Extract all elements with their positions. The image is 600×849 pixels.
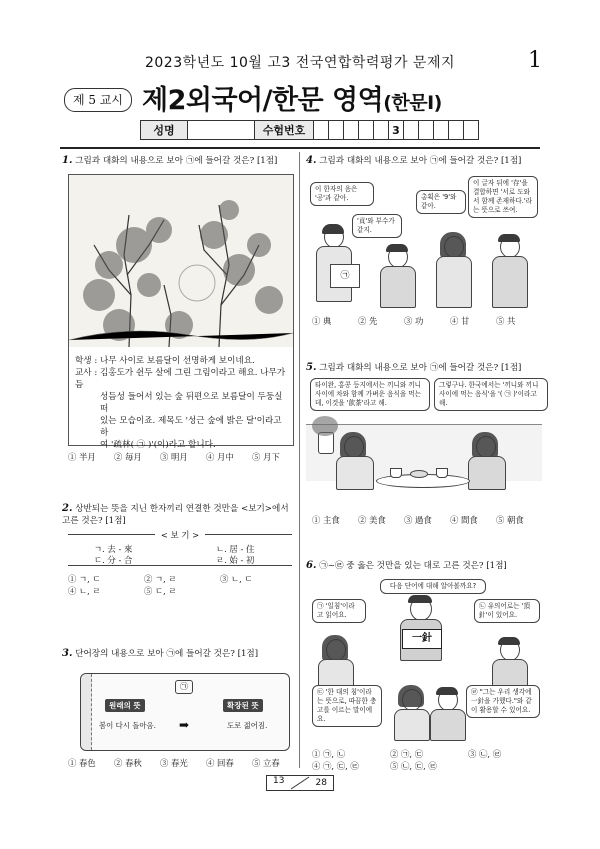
ext-label: 확장된 뜻: [223, 699, 263, 712]
option[interactable]: ③ 功: [404, 316, 424, 326]
header-rule: [60, 147, 540, 149]
bogi-item: ㄱ. 去 - 來: [94, 544, 133, 554]
person-body: [492, 659, 528, 687]
exam-no-cell[interactable]: [419, 121, 434, 140]
moonlit-forest-painting: [69, 175, 293, 347]
arrow-icon: ➡: [179, 718, 190, 732]
teacher-hair: [408, 595, 432, 603]
q1-options: [68, 451, 294, 463]
option[interactable]: ④ 回春: [206, 758, 234, 768]
person-hair: [340, 432, 366, 458]
person-body: [436, 256, 472, 308]
speech-bubble: 타이완, 홍콩 등지에서는 끼니와 끼니 사이에 차와 함께 가벼운 음식을 먹는데, 이것을 '飮茶'라고 해.: [310, 378, 430, 411]
column-divider: [299, 152, 300, 768]
exam-no-cell[interactable]: [404, 121, 419, 140]
page-total: 28: [315, 778, 327, 788]
person-hair: [498, 637, 520, 645]
page-indicator: [266, 775, 334, 791]
person-hair: [322, 224, 344, 234]
question-number: 3.: [62, 648, 73, 659]
option[interactable]: ② 先: [358, 316, 378, 326]
bogi-item: ㄴ. 居 - 住: [216, 544, 255, 554]
option[interactable]: ③ 春光: [160, 758, 188, 768]
bogi-item: ㄹ. 始 - 初: [216, 555, 255, 565]
option[interactable]: ① 典: [312, 316, 332, 326]
speech-bubble: ㉣ "그는 우리 생각에 一針을 가했다."와 같이 활용할 수 있어요.: [466, 685, 540, 718]
card-ring-strip: [81, 674, 92, 750]
question-number: 2.: [62, 503, 73, 514]
speech-bubble: ㉠ '일침'이라고 읽어요.: [312, 599, 366, 623]
dialogue-line: 학생 : 나무 사이로 보름달이 선명하게 보이네요.: [75, 356, 255, 366]
q1-painting-box: [68, 174, 294, 450]
q5-options: [312, 514, 542, 526]
speech-bubble: 그렇구나. 한국에서는 '끼니와 끼니 사이에 먹는 음식'을 '( ㉠ )'이라고 해.: [434, 378, 548, 411]
speech-bubble: 총획은 '9'와 같아.: [416, 190, 466, 214]
option[interactable]: ⑤ 朝食: [496, 515, 524, 525]
teacup: [390, 468, 402, 478]
dialogue-line: 성듬성 들어서 있는 숲 뒤편으로 보름달이 두둥실 떠: [100, 392, 283, 414]
teacup: [436, 468, 448, 478]
orig-label: 원래의 뜻: [105, 699, 145, 712]
option[interactable]: ④ ㉠, ㉢, ㉣: [312, 761, 359, 771]
question-text: 그림과 대화의 내용으로 보아 ㉠에 들어갈 것은? [1점]: [319, 156, 522, 166]
bogi-item: ㄷ. 分 - 合: [94, 555, 133, 565]
person-body: [394, 709, 430, 741]
q6-options-row2: [312, 760, 542, 772]
q6-illustration: [306, 575, 542, 743]
option[interactable]: ④ 月中: [206, 452, 234, 462]
id-box: [140, 120, 479, 140]
name-field[interactable]: [188, 121, 255, 140]
option[interactable]: ① 半月: [68, 452, 96, 462]
q1-dialogue: [75, 355, 289, 451]
option[interactable]: ⑤ ㉡, ㉢, ㉣: [390, 761, 437, 771]
person-hair: [436, 687, 458, 695]
speech-bubble: ㉡ 유의어로는 '頂針'이 있어요.: [474, 599, 540, 623]
exam-no-cell[interactable]: [344, 121, 359, 140]
question-6-stem: [306, 560, 542, 572]
q2-options-row1: [68, 573, 294, 585]
speech-bubble: 이 한자의 음은 '공'과 같아.: [310, 182, 374, 206]
exam-no-cell[interactable]: [329, 121, 344, 140]
question-5-stem: [306, 362, 542, 374]
page-current: 13: [273, 776, 285, 786]
bogi-title: < 보 기 >: [155, 530, 205, 540]
question-number: 4.: [306, 155, 317, 166]
question-3-stem: [62, 648, 294, 660]
question-number: 5.: [306, 362, 317, 373]
subject-sub: (한문Ⅰ): [383, 92, 442, 114]
page-number: 1: [528, 48, 542, 73]
exam-no-cell[interactable]: [449, 121, 464, 140]
exam-no-cell[interactable]: [359, 121, 374, 140]
q3-word-card: [80, 673, 290, 751]
person-hair: [440, 232, 466, 258]
option[interactable]: ① 春色: [68, 758, 96, 768]
subject-title: [142, 78, 442, 117]
period-badge: 제 5 교시: [64, 88, 132, 112]
person-hair: [322, 635, 348, 661]
q4-illustration: [306, 170, 542, 310]
speech-bubble: '貢'와 부수가 같지.: [352, 214, 402, 238]
question-text: 그림과 대화의 내용으로 보아 ㉠에 들어갈 것은? [1점]: [319, 363, 522, 373]
q6-options-row1: [312, 748, 542, 760]
question-number: 6.: [306, 560, 317, 571]
exam-no-cell[interactable]: [464, 121, 479, 140]
question-2-stem: [62, 503, 294, 527]
option[interactable]: ④ 間食: [450, 515, 478, 525]
option[interactable]: ② 春秋: [114, 758, 142, 768]
ext-text: 도로 젊어짐.: [227, 721, 268, 730]
dialogue-line: 교사 : 김홍도가 쉰두 살에 그린 그림이라고 해요. 나무가 듬: [75, 368, 286, 390]
person-body: [492, 256, 528, 308]
person-body: [468, 456, 506, 490]
option[interactable]: ③ ㄴ, ㄷ: [220, 574, 253, 584]
person-body: [318, 659, 354, 687]
exam-no-digit: 3: [389, 121, 404, 140]
option[interactable]: ③ ㉡, ㉣: [468, 749, 502, 759]
name-label: 성명: [141, 121, 188, 140]
card-mark: ㉠: [175, 680, 193, 694]
person-body: [380, 266, 416, 308]
option[interactable]: ⑤ 立春: [252, 758, 280, 768]
person-hair: [386, 244, 408, 252]
option[interactable]: ④ 甘: [450, 316, 470, 326]
person-body: [336, 456, 374, 490]
exam-title: 2023학년도 10월 고3 전국연합학력평가 문제지: [144, 55, 456, 71]
question-text: ㉠~㉣ 중 옳은 것만을 있는 대로 고른 것은? [1점]: [319, 561, 507, 571]
q4-sign: ㉠: [330, 264, 360, 288]
dialogue-line: 있는 모습이죠. 제목도 '성근 숲에 밝은 달'이라고 하: [100, 416, 282, 438]
option[interactable]: ⑤ ㄷ, ㄹ: [144, 586, 177, 596]
exam-no-cell[interactable]: [434, 121, 449, 140]
q2-options-row2: [68, 585, 294, 597]
question-text: 그림과 대화의 내용으로 보아 ㉠에 들어갈 것은? [1점]: [75, 156, 278, 166]
option[interactable]: ② 毎月: [114, 452, 142, 462]
q4-options: [312, 315, 542, 327]
subject-main: 제2외국어/한문 영역: [142, 85, 384, 116]
question-number: 1.: [62, 155, 73, 166]
option[interactable]: ⑤ 共: [496, 316, 516, 326]
option[interactable]: ③ 過食: [404, 515, 432, 525]
question-1-stem: [62, 155, 294, 167]
plant-leaves: [312, 416, 338, 436]
option[interactable]: ② 美食: [358, 515, 386, 525]
person-body: [430, 709, 466, 741]
question-4-stem: [306, 155, 542, 167]
question-text: 단어장의 내용으로 보아 ㉠에 들어갈 것은? [1점]: [75, 649, 259, 659]
question-text: 상반되는 뜻을 지닌 한자끼리 연결한 것만을 <보기>에서 고른 것은? [1점]: [62, 504, 289, 526]
option[interactable]: ② ㉠, ㉢: [390, 749, 424, 759]
orig-text: 봄이 다시 돌아옴.: [99, 721, 157, 730]
person-hair: [498, 234, 520, 242]
speech-bubble: 다음 단어에 대해 알아볼까요?: [380, 579, 486, 594]
dialogue-line: 여 '疏林( ㉠ )'(이)라고 합니다.: [100, 440, 216, 450]
option[interactable]: ④ ㄴ, ㄹ: [68, 586, 101, 596]
option[interactable]: ⑤ 月下: [252, 452, 280, 462]
speech-bubble: 이 글자 뒤에 '存'을 결합하면 '서로 도와서 함께 존재하다.'라는 뜻으로 쓰여.: [468, 176, 538, 218]
exam-no-label: 수험번호: [255, 121, 314, 140]
q5-illustration: [306, 378, 542, 504]
food-plate: [410, 470, 428, 478]
option[interactable]: ① ㉠, ㉡: [312, 749, 346, 759]
option[interactable]: ① 主食: [312, 515, 340, 525]
q2-bogi-box: [68, 530, 292, 566]
word-card: 一針: [402, 629, 442, 649]
exam-no-cell[interactable]: [314, 121, 329, 140]
option[interactable]: ① ㄱ, ㄷ: [68, 574, 101, 584]
speech-bubble: ㉢ '한 대의 침'이라는 뜻으로, 따끔한 충고를 이르는 말이에요.: [312, 685, 382, 727]
person-hair: [398, 685, 424, 707]
option[interactable]: ② ㄱ, ㄹ: [144, 574, 177, 584]
exam-no-cell[interactable]: [374, 121, 389, 140]
person-hair: [472, 432, 498, 458]
q3-options: [68, 757, 294, 769]
option[interactable]: ③ 明月: [160, 452, 188, 462]
